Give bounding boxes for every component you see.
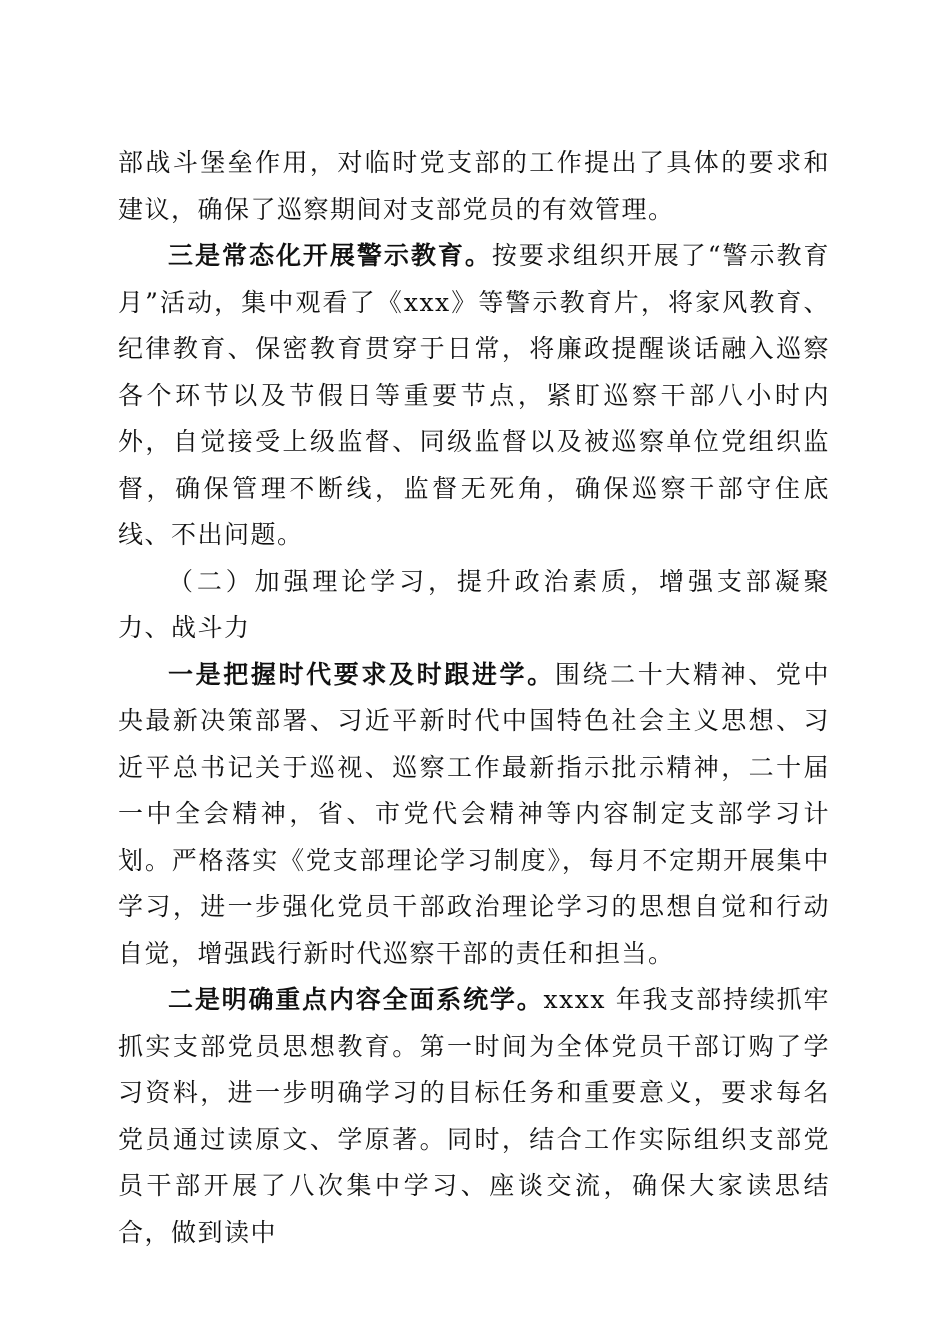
document-body [118,140,830,1256]
paragraph-text: 部战斗堡垒作用，对临时党支部的工作提出了具体的要求和建议，确保了巡察期间对支部党员的有效管理。 [118,148,830,224]
paragraph-continuation [118,140,830,233]
paragraph-text: 按要求组织开展了“警示教育月”活动，集中观看了《xxx》等警示教育片，将家风教育、纪律教育、保密教育贯穿于日常，将廉政提醒谈话融入巡察各个环节以及节假日等重要节点，紧盯巡察干部八小时内外，自觉接受上级监督、同级监督以及被巡察单位党组织监督，确保管理不断线，监督无死角，确保巡察干部守住底线、不出问题。 [118,241,830,549]
section-heading [118,559,830,652]
paragraph-lead: 二是明确重点内容全面系统学。 [168,985,544,1014]
paragraph-keep-pace-study [118,652,830,978]
paragraph-systematic-study [118,977,830,1256]
paragraph-text: 围绕二十大精神、党中央最新决策部署、习近平新时代中国特色社会主义思想、习近平总书记关于巡视、巡察工作最新指示批示精神，二十届一中全会精神，省、市党代会精神等内容制定支部学习计划。严格落实《党支部理论学习制度》，每月不定期开展集中学习，进一步强化党员干部政治理论学习的思想自觉和行动自觉，增强践行新时代巡察干部的责任和担当。 [118,659,830,968]
section-heading-text: （二）加强理论学习，提升政治素质，增强支部凝聚力、战斗力 [118,566,830,642]
paragraph-text: xxxx 年我支部持续抓牢抓实支部党员思想教育。第一时间为全体党员干部订购了学习资料，进一步明确学习的目标任务和重要意义，要求每名党员通过读原文、学原著。同时，结合工作实际组织支部党员干部开展了八次集中学习、座谈交流，确保大家读思结合，做到读中 [118,985,830,1247]
paragraph-lead: 三是常态化开展警示教育。 [168,241,492,270]
paragraph-lead: 一是把握时代要求及时跟进学。 [168,659,555,689]
paragraph-warning-education [118,233,830,559]
